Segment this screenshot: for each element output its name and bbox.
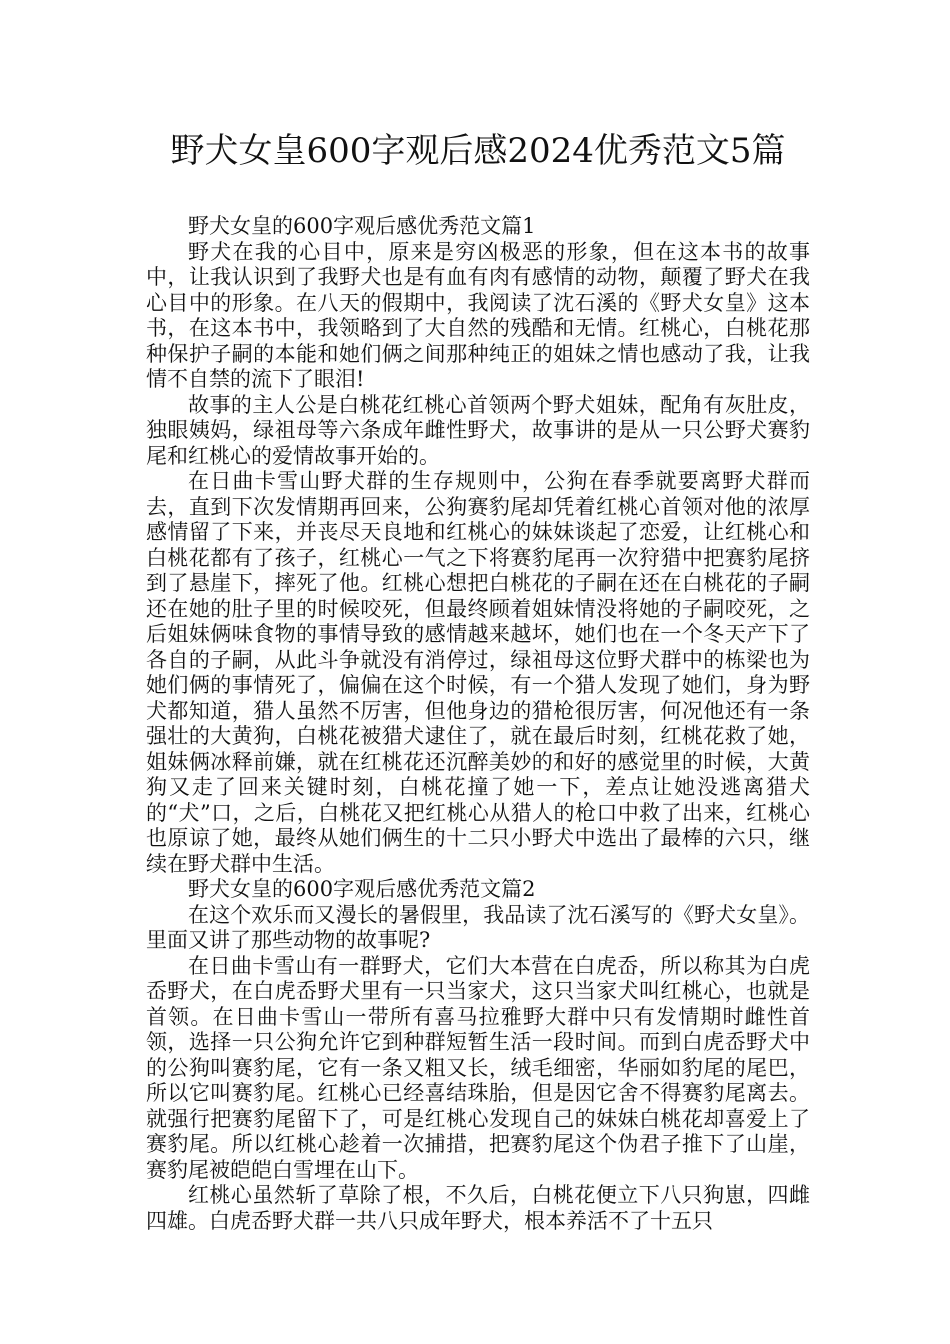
document-title: 野犬女皇600字观后感2024优秀范文5篇: [170, 131, 786, 171]
paragraph: 野犬在我的心目中，原来是穷凶极恶的形象，但在这本书的故事中，让我认识到了我野犬也是有血有肉有感情的动物，颠覆了野犬在我心目中的形象。在八天的假期中，我阅读了沈石溪的《野犬女皇》这本书，在这本书中，我领略到了大自然的残酷和无情。红桃心，白桃花那种保护子嗣的本能和她们俩之间那种纯正的姐妹之情也感动了我，让我情不自禁的流下了眼泪!: [146, 239, 810, 391]
paragraph: 在这个欢乐而又漫长的暑假里，我品读了沈石溪写的《野犬女皇》。里面又讲了那些动物的故事呢?: [146, 902, 810, 952]
paragraph: 红桃心虽然斩了草除了根，不久后，白桃花便立下八只狗崽，四雌四雄。白虎岙野犬群一共八只成年野犬，根本养活不了十五只: [146, 1183, 810, 1233]
section-heading-1: 野犬女皇的600字观后感优秀范文篇1: [188, 214, 536, 238]
paragraph: 在日曲卡雪山有一群野犬，它们大本营在白虎岙，所以称其为白虎岙野犬，在白虎岙野犬里有一只当家犬，这只当家犬叫红桃心，也就是首领。在日曲卡雪山一带所有喜马拉雅野大群中只有发情期时雌性首领，选择一只公狗允许它到种群短暂生活一段时间。而到白虎岙野犬中的公狗叫赛豹尾，它有一条又粗又长，绒毛细密，华丽如豹尾的尾巴，所以它叫赛豹尾。红桃心已经喜结珠胎，但是因它舍不得赛豹尾离去。就强行把赛豹尾留下了，可是红桃心发现自己的妹妹白桃花却喜爱上了赛豹尾。所以红桃心趁着一次捕措，把赛豹尾这个伪君子推下了山崖，赛豹尾被皑皑白雪埋在山下。: [146, 953, 810, 1182]
document-page: [146, 126, 810, 1234]
paragraph: 在日曲卡雪山野犬群的生存规则中，公狗在春季就要离野犬群而去，直到下次发情期再回来，公狗赛豹尾却凭着红桃心首领对他的浓厚感情留了下来，并丧尽天良地和红桃心的妹妹谈起了恋爱，让红桃心和白桃花都有了孩子，红桃心一气之下将赛豹尾再一次狩猎中把赛豹尾挤到了悬崖下，摔死了他。红桃心想把白桃花的子嗣在还在白桃花的子嗣还在她的肚子里的时候咬死，但最终顾着姐妹情没将她的子嗣咬死，之后姐妹俩味食物的事情导致的感情越来越坏，她们也在一个冬天产下了各自的子嗣，从此斗争就没有消停过，绿祖母这位野犬群中的栋梁也为她们俩的事情死了，偏偏在这个时候，有一个猎人发现了她们，身为野犬都知道，猎人虽然不厉害，但他身边的猎枪很厉害，何况他还有一条强壮的大黄狗，白桃花被猎犬逮住了，就在最后时刻，红桃花救了她，姐妹俩冰释前嫌，就在红桃花还沉醉美妙的和好的感觉里的时候，大黄狗又走了回来关键时刻，白桃花撞了她一下，差点让她没逃离猎犬的“犬”口，之后，白桃花又把红桃心从猎人的枪口中救了出来，红桃心也原谅了她，最终从她们俩生的十二只小野犬中选出了最棒的六只，继续在野犬群中生活。: [146, 469, 810, 876]
section-heading-2: 野犬女皇的600字观后感优秀范文篇2: [188, 877, 536, 901]
paragraph: 故事的主人公是白桃花红桃心首领两个野犬姐妹，配角有灰肚皮，独眼姨妈，绿祖母等六条成年雌性野犬，故事讲的是从一只公野犬赛豹尾和红桃心的爱情故事开始的。: [146, 392, 810, 468]
